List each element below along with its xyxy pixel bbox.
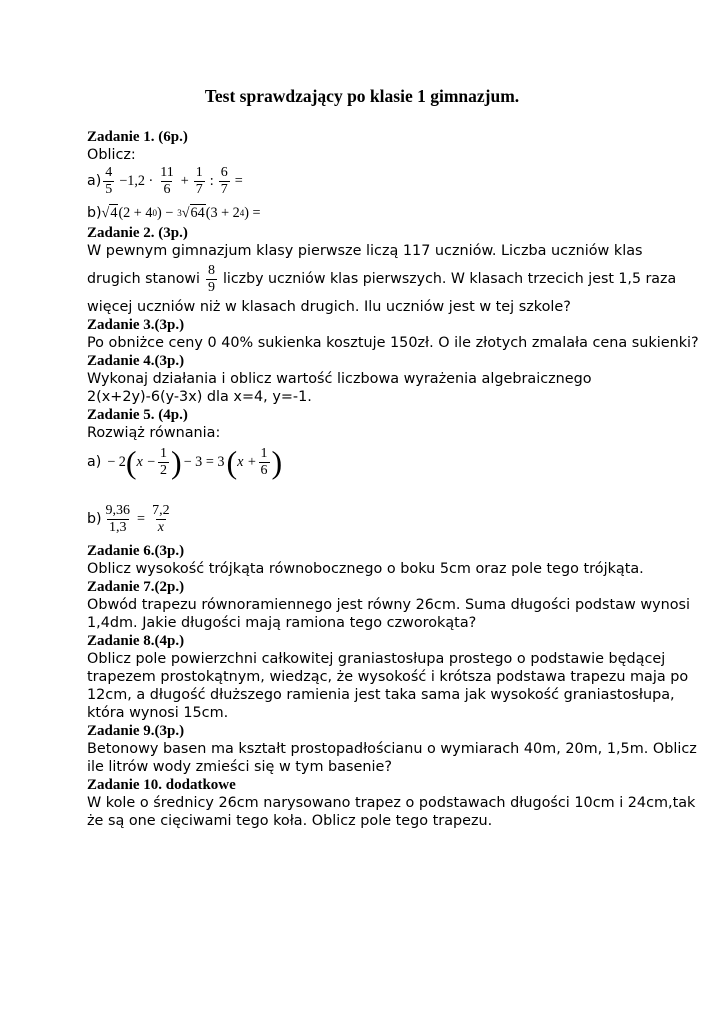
task-1b-label: b) — [87, 205, 102, 221]
task-5-heading: Zadanie 5. (4p.) — [87, 407, 188, 423]
task-1-intro: Oblicz: — [87, 147, 136, 163]
fraction: $\frac{8}{9}$ — [207, 262, 215, 295]
task-4-heading: Zadanie 4.(3p.) — [87, 353, 185, 369]
task-8-line-3: 12cm, a długość dłuższego ramienia jest taka sama jak wysokość graniastosłupa, — [87, 687, 675, 703]
task-4-line-1: Wykonaj działania i oblicz wartość liczbowa wyrażenia algebraicznego — [87, 371, 592, 387]
task-4-line-2: 2(x+2y)-6(y-3x) dla x=4, y=-1. — [87, 389, 312, 405]
task-8-heading: Zadanie 8.(4p.) — [87, 633, 185, 649]
task-1a-label: a) — [87, 173, 102, 189]
fraction: $\frac{11}{6}$ — [160, 164, 174, 197]
task-5b-equation: b) $\frac{9,36}{1,3}$ = $\frac{7,2}{x}$ — [87, 502, 170, 535]
task-9-line-1: Betonowy basen ma kształt prostopadłościanu o wymiarach 40m, 20m, 1,5m. Oblicz — [87, 741, 697, 757]
task-10-line-2: że są one cięciwami tego koła. Oblicz pole tego trapezu. — [87, 813, 493, 829]
fraction: $\frac{7,2}{x}$ — [152, 502, 170, 535]
task-6-heading: Zadanie 6.(3p.) — [87, 543, 185, 559]
task-5b-label: b) — [87, 511, 102, 527]
document-title: Test sprawdzający po klasie 1 gimnazjum. — [204, 86, 520, 106]
task-2-line-1: W pewnym gimnazjum klasy pierwsze liczą 117 uczniów. Liczba uczniów klas — [87, 243, 643, 259]
task-3-heading: Zadanie 3.(3p.) — [87, 317, 185, 333]
task-9-line-2: ile litrów wody zmieści się w tym basenie? — [87, 759, 392, 775]
task-10-heading: Zadanie 10. dodatkowe — [87, 777, 236, 793]
task-1-heading: Zadanie 1. (6p.) — [87, 129, 188, 145]
task-8-line-2: trapezem prostokątnym, wiedząc, że wysokość i krótsza podstawa trapezu maja po — [87, 669, 689, 685]
task-8-line-1: Oblicz pole powierzchni całkowitej graniastosłupa prostego o podstawie będącej — [87, 651, 666, 667]
fraction: $\frac{1}{7}$ — [195, 164, 203, 197]
fraction: $\frac{6}{7}$ — [220, 164, 228, 197]
task-5-intro: Rozwiąż równania: — [87, 425, 221, 441]
task-8-line-4: która wynosi 15cm. — [87, 705, 229, 721]
task-1a-expression: a) $\frac{4}{5}$ −1,2 · $\frac{11}{6}$ + $\frac{1}{7}$ : $\frac{6}{7}$ = — [87, 164, 243, 197]
task-6-line-1: Oblicz wysokość trójkąta równobocznego o boku 5cm oraz pole tego trójkąta. — [87, 561, 644, 577]
fraction: $\frac{9,36}{1,3}$ — [105, 502, 131, 535]
fraction: $\frac{4}{5}$ — [105, 164, 113, 197]
task-7-line-2: 1,4dm. Jakie długości mają ramiona tego czworokąta? — [87, 615, 477, 631]
task-2-heading: Zadanie 2. (3p.) — [87, 225, 188, 241]
task-2-line-3: więcej uczniów niż w klasach drugich. Ilu uczniów jest w tej szkole? — [87, 299, 571, 315]
task-9-heading: Zadanie 9.(3p.) — [87, 723, 185, 739]
task-3-line-1: Po obniżce ceny 0 40% sukienka kosztuje 150zł. O ile złotych zmalała cena sukienki? — [87, 335, 699, 351]
task-7-line-1: Obwód trapezu równoramiennego jest równy 26cm. Suma długości podstaw wynosi — [87, 597, 691, 613]
task-1b-expression: b) √ 4 (2 + 4 0 ) − 3 √ 64 (3 + 2 4 ) = — [87, 204, 261, 221]
task-5a-label: a) — [87, 454, 102, 470]
task-5a-equation: a) − 2 ( x − $\frac{1}{2}$ ) − 3 = 3 ( x + $\frac{1}{6}$ ) — [87, 444, 283, 480]
task-2-line-2: drugich stanowi $\frac{8}{9}$ liczby uczniów klas pierwszych. W klasach trzecich jest 1,5 raza — [87, 262, 677, 295]
task-7-heading: Zadanie 7.(2p.) — [87, 579, 185, 595]
fraction: $\frac{1}{6}$ — [260, 445, 268, 478]
task-10-line-1: W kole o średnicy 26cm narysowano trapez o podstawach długości 10cm i 24cm,tak — [87, 795, 696, 811]
fraction: $\frac{1}{2}$ — [159, 445, 167, 478]
